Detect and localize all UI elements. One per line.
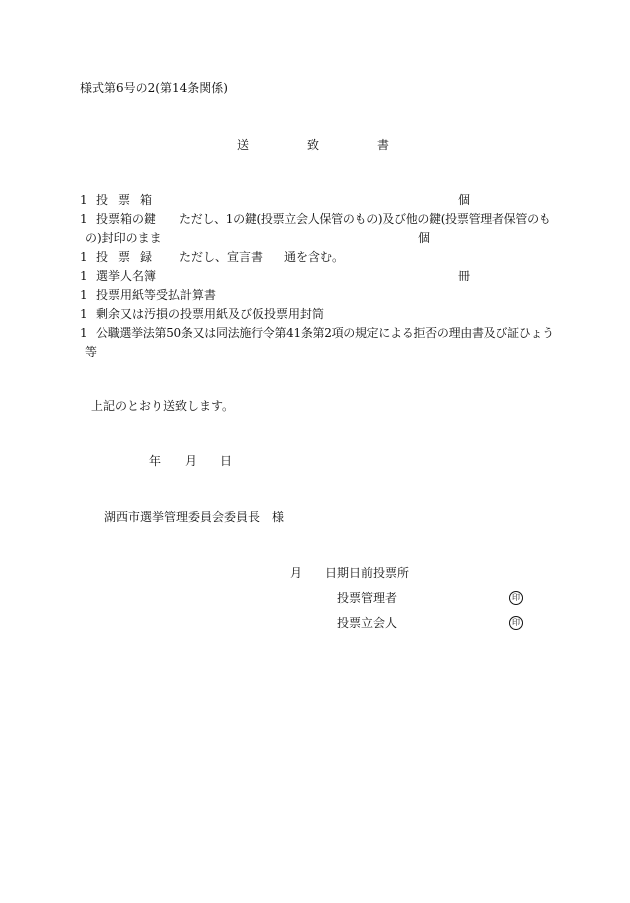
role-label: 投票管理者 bbox=[337, 591, 398, 605]
list-item bbox=[80, 192, 550, 208]
addressee: 湖西市選挙管理委員会委員長 様 bbox=[104, 510, 285, 524]
item-label: 投票箱 bbox=[96, 193, 163, 207]
item-unit: 個 bbox=[418, 231, 431, 245]
item-note: ただし、1の鍵(投票立会人保管のもの)及び他の鍵(投票管理者保管のも bbox=[179, 212, 551, 226]
item-unit: 冊 bbox=[458, 269, 471, 283]
item-number: 1 bbox=[80, 212, 88, 226]
polling-month: 月 bbox=[290, 566, 303, 580]
item-number: 1 bbox=[80, 193, 88, 207]
role-label: 投票立会人 bbox=[337, 616, 398, 630]
item-note-cont: の)封印のまま bbox=[85, 231, 162, 245]
list-item bbox=[80, 287, 550, 303]
seal-mark: 印 bbox=[509, 591, 523, 605]
item-label: 投票録 bbox=[96, 250, 163, 264]
list-item-continuation bbox=[80, 344, 550, 360]
list-item bbox=[80, 306, 550, 322]
date-day: 日 bbox=[220, 454, 233, 468]
title-char-1: 送 bbox=[237, 138, 250, 152]
item-number: 1 bbox=[80, 307, 88, 321]
title-char-3: 書 bbox=[377, 138, 390, 152]
seal-mark: 印 bbox=[509, 616, 523, 630]
item-label: 投票箱の鍵 bbox=[96, 212, 157, 226]
form-number: 様式第6号の2(第14条関係) bbox=[80, 81, 228, 95]
item-number: 1 bbox=[80, 250, 88, 264]
item-label: 公職選挙法第50条又は同法施行令第41条第2項の規定による拒否の理由書及び証ひょう bbox=[96, 326, 554, 340]
item-label: 選挙人名簿 bbox=[96, 269, 157, 283]
item-number: 1 bbox=[80, 326, 88, 340]
title-char-2: 致 bbox=[307, 138, 320, 152]
date-year: 年 bbox=[149, 454, 162, 468]
item-unit: 個 bbox=[458, 193, 471, 207]
list-item bbox=[80, 249, 550, 265]
item-note: ただし、宣言書 bbox=[179, 250, 264, 264]
item-label: 投票用紙等受払計算書 bbox=[96, 288, 217, 302]
list-item bbox=[80, 325, 554, 341]
item-number: 1 bbox=[80, 288, 88, 302]
list-item bbox=[80, 268, 550, 284]
date-month: 月 bbox=[185, 454, 198, 468]
item-label-cont: 等 bbox=[85, 345, 98, 359]
item-number: 1 bbox=[80, 269, 88, 283]
list-item-continuation bbox=[80, 230, 550, 246]
item-note-2: 通を含む。 bbox=[284, 250, 345, 264]
polling-place: 日期日前投票所 bbox=[325, 566, 410, 580]
item-label: 剰余又は汚損の投票用紙及び仮投票用封筒 bbox=[96, 307, 325, 321]
list-item bbox=[80, 211, 550, 227]
closing-statement: 上記のとおり送致します。 bbox=[91, 399, 235, 413]
